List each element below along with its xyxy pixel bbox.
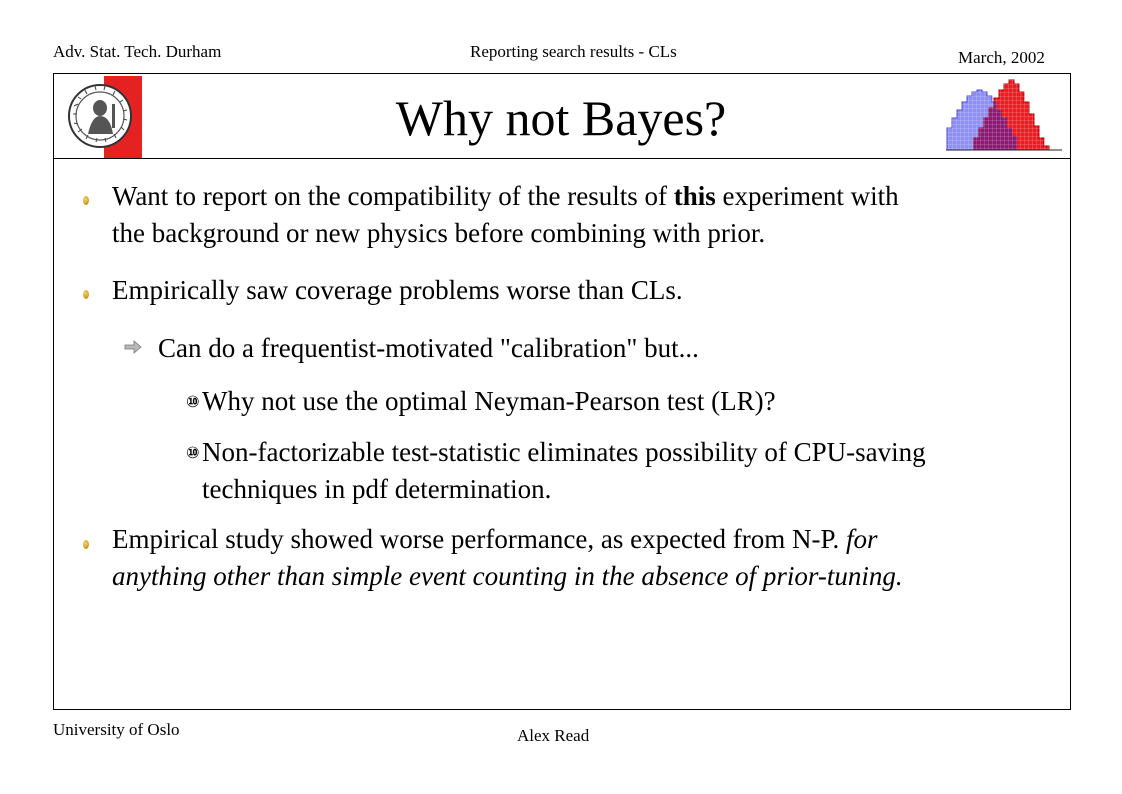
bullet-3-line-1: Empirical study showed worse performance, as expected from N-P. for <box>112 524 878 554</box>
header-left: Adv. Stat. Tech. Durham <box>53 42 222 61</box>
bullet-dot <box>83 196 89 205</box>
footer-institution: University of Oslo <box>53 720 180 739</box>
header-date: March, 2002 <box>958 48 1045 67</box>
sub-item-2-line-1: Non-factorizable test-statistic eliminates possibility of CPU-saving <box>202 437 926 467</box>
title-divider <box>53 158 1071 159</box>
sub-item-2-line-2: techniques in pdf determination. <box>202 474 552 504</box>
numbered-circle-icon: ⑩ <box>186 392 200 411</box>
bullet-1-line-2: the background or new physics before combining with prior. <box>112 218 766 248</box>
footer-author: Alex Read <box>517 726 590 745</box>
arrow-bullet-icon <box>124 340 142 354</box>
header-center: Reporting search results - CLs <box>470 42 677 61</box>
bullet-2-sub: Can do a frequentist-motivated "calibration" but... <box>158 333 699 363</box>
bullet-1-line-1: Want to report on the compatibility of the results of this experiment with <box>112 181 899 211</box>
numbered-circle-icon: ⑩ <box>186 443 200 462</box>
bullet-3-line-2: anything other than simple event counting in the absence of prior-tuning. <box>112 561 903 591</box>
bullet-dot <box>83 290 89 299</box>
bullet-dot <box>83 540 89 549</box>
emphasis-this: this <box>673 181 716 211</box>
slide-title: Why not Bayes? <box>395 90 727 146</box>
sub-item-1: Why not use the optimal Neyman-Pearson test (LR)? <box>202 386 776 416</box>
bullet-2: Empirically saw coverage problems worse than CLs. <box>112 275 683 305</box>
